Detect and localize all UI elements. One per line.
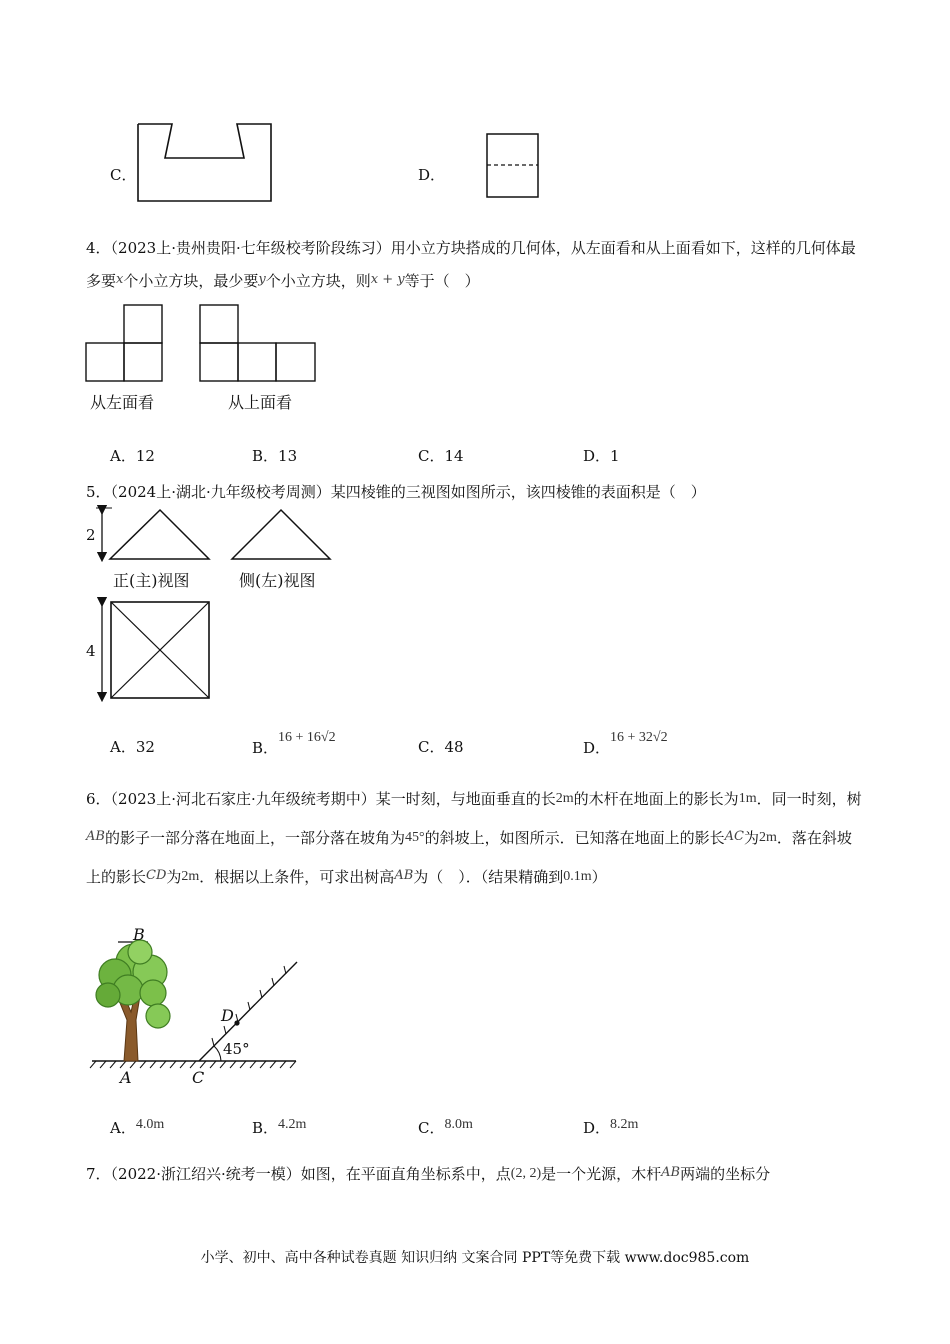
q6-option-c-label: C． (418, 1119, 445, 1137)
q6-option-a (110, 1114, 164, 1135)
q4-source: （2023上·贵州贵阳·七年级校考阶段练习） (110, 239, 391, 257)
q4-text-c: 个小立方块，则 (265, 272, 371, 290)
q6-var-ab-2: AB (394, 868, 414, 883)
q4-option-d-label: D． (583, 447, 611, 465)
q6-text-5: 的斜坡上，如图所示．已知落在地面上的影长 (424, 829, 725, 847)
q6-number: 6． (86, 790, 111, 808)
q4-option-a-value: 12 (135, 447, 155, 465)
q6-fig-label-d: D (221, 1006, 234, 1025)
q6-value-01m: 0.1m (563, 869, 592, 884)
q6-option-a-label: A． (110, 1119, 136, 1137)
q4-option-d-value: 1 (610, 447, 620, 465)
q6-option-b (252, 1114, 306, 1135)
q5-option-c-value: 48 (444, 738, 464, 756)
q6-value-2m-c: 2m (181, 869, 200, 884)
q4-number: 4． (86, 239, 111, 257)
q7-point: (2, 2) (510, 1166, 542, 1181)
q6-text-2: 的木杆在地面上的影长为 (573, 790, 739, 808)
q5-option-d-value: 16 + 32√2 (610, 730, 668, 745)
q6-value-2m-b: 2m (758, 830, 777, 845)
q6-option-d-value: 8.2m (610, 1117, 639, 1132)
q6-text-10: 为（ ）．（结果精确到 (413, 868, 564, 886)
q6-fig-angle: 45° (223, 1040, 250, 1058)
q4-option-c-label: C． (418, 447, 445, 465)
q4-var-y: y (258, 272, 266, 287)
q5-dim-height: 2 (86, 526, 96, 544)
q5-option-d-label: D． (583, 739, 611, 757)
q6-value-2m-a: 2m (555, 791, 574, 806)
q7-text-1: 如图，在平面直角坐标系中，点 (300, 1165, 511, 1183)
q6-fig-label-a: A (120, 1068, 132, 1087)
q6-option-a-value: 4.0m (135, 1117, 165, 1132)
q6-source: （2023上·河北石家庄·九年级统考期中） (110, 790, 376, 808)
q6-fig-label-b: B (133, 925, 145, 944)
q6-option-b-label: B． (252, 1119, 279, 1137)
q6-text-7: ．落在斜坡上的影长 (86, 829, 852, 886)
q6-option-c-value: 8.0m (444, 1117, 473, 1132)
q6-option-c (418, 1114, 473, 1135)
q5-option-a-label: A． (110, 738, 136, 756)
q5-number: 5． (86, 483, 111, 501)
q5-option-c-label: C． (418, 738, 445, 756)
q6-text-4: 的影子一部分落在地面上，一部分落在坡角为 (104, 829, 405, 847)
q6-text-11: ） (591, 868, 607, 886)
q4-text-b: 个小立方块，最少要 (123, 272, 259, 290)
q4-option-c-value: 14 (444, 447, 464, 465)
q5-option-b-label: B． (252, 739, 279, 757)
q3-option-c-label: C． (110, 166, 137, 184)
q4-caption-left: 从左面看 (90, 393, 155, 412)
q6-value-45: 45° (404, 830, 425, 845)
q3-option-d-label: D． (418, 166, 446, 184)
q4-option-b-value: 13 (278, 447, 298, 465)
q6-var-ac: AC (724, 829, 744, 844)
q4-var-x: x (116, 272, 124, 287)
q5-text: 某四棱锥的三视图如图所示，该四棱锥的表面积是（ ） (330, 483, 706, 501)
q4-option-b-label: B． (252, 447, 279, 465)
q5-caption-side: 侧(左)视图 (239, 571, 316, 590)
q4-option-a-label: A． (110, 447, 136, 465)
q6-text-3: ．同一时刻，树 (756, 790, 862, 808)
q6-var-cd: CD (146, 868, 167, 883)
q5-option-a-value: 32 (135, 738, 155, 756)
q5-source: （2024上·湖北·九年级校考周测） (110, 483, 331, 501)
q5-dim-side: 4 (86, 642, 96, 660)
q7-var-ab: AB (661, 1165, 681, 1180)
q6-option-d-label: D． (583, 1119, 611, 1137)
q4-text-d: 等于（ ） (404, 272, 480, 290)
q7-source: （2022·浙江绍兴·统考一模） (110, 1165, 301, 1183)
q7-text-3: 两端的坐标分 (680, 1165, 771, 1183)
q4-caption-top: 从上面看 (228, 393, 293, 412)
q4-expr: x + y (370, 272, 405, 287)
q6-text-9: ．根据以上条件，可求出树高 (199, 868, 395, 886)
q4-text: 用小立方块搭成的几何体，从左面看和从上面看如下，这样的几何体最多要 (86, 239, 856, 290)
q5-caption-front: 正(主)视图 (113, 571, 190, 590)
q6-value-1m: 1m (738, 791, 757, 806)
question-7 (86, 1157, 866, 1190)
q6-var-ab-1: AB (86, 829, 105, 844)
q6-text-1: 某一时刻，与地面垂直的长 (375, 790, 556, 808)
q6-option-d (583, 1114, 638, 1135)
q7-text-2: 是一个光源，木杆 (541, 1165, 662, 1183)
q6-text-6: 为 (743, 829, 759, 847)
q6-fig-label-c: C (192, 1068, 205, 1087)
q7-number: 7． (86, 1165, 111, 1183)
q5-option-b-value: 16 + 16√2 (278, 730, 336, 745)
q6-option-b-value: 4.2m (278, 1117, 307, 1132)
page-footer: 小学、初中、高中各种试卷真题 知识归纳 文案合同 PPT等免费下载 www.doc985.com (200, 1250, 750, 1266)
q6-text-8: 为 (166, 868, 182, 886)
